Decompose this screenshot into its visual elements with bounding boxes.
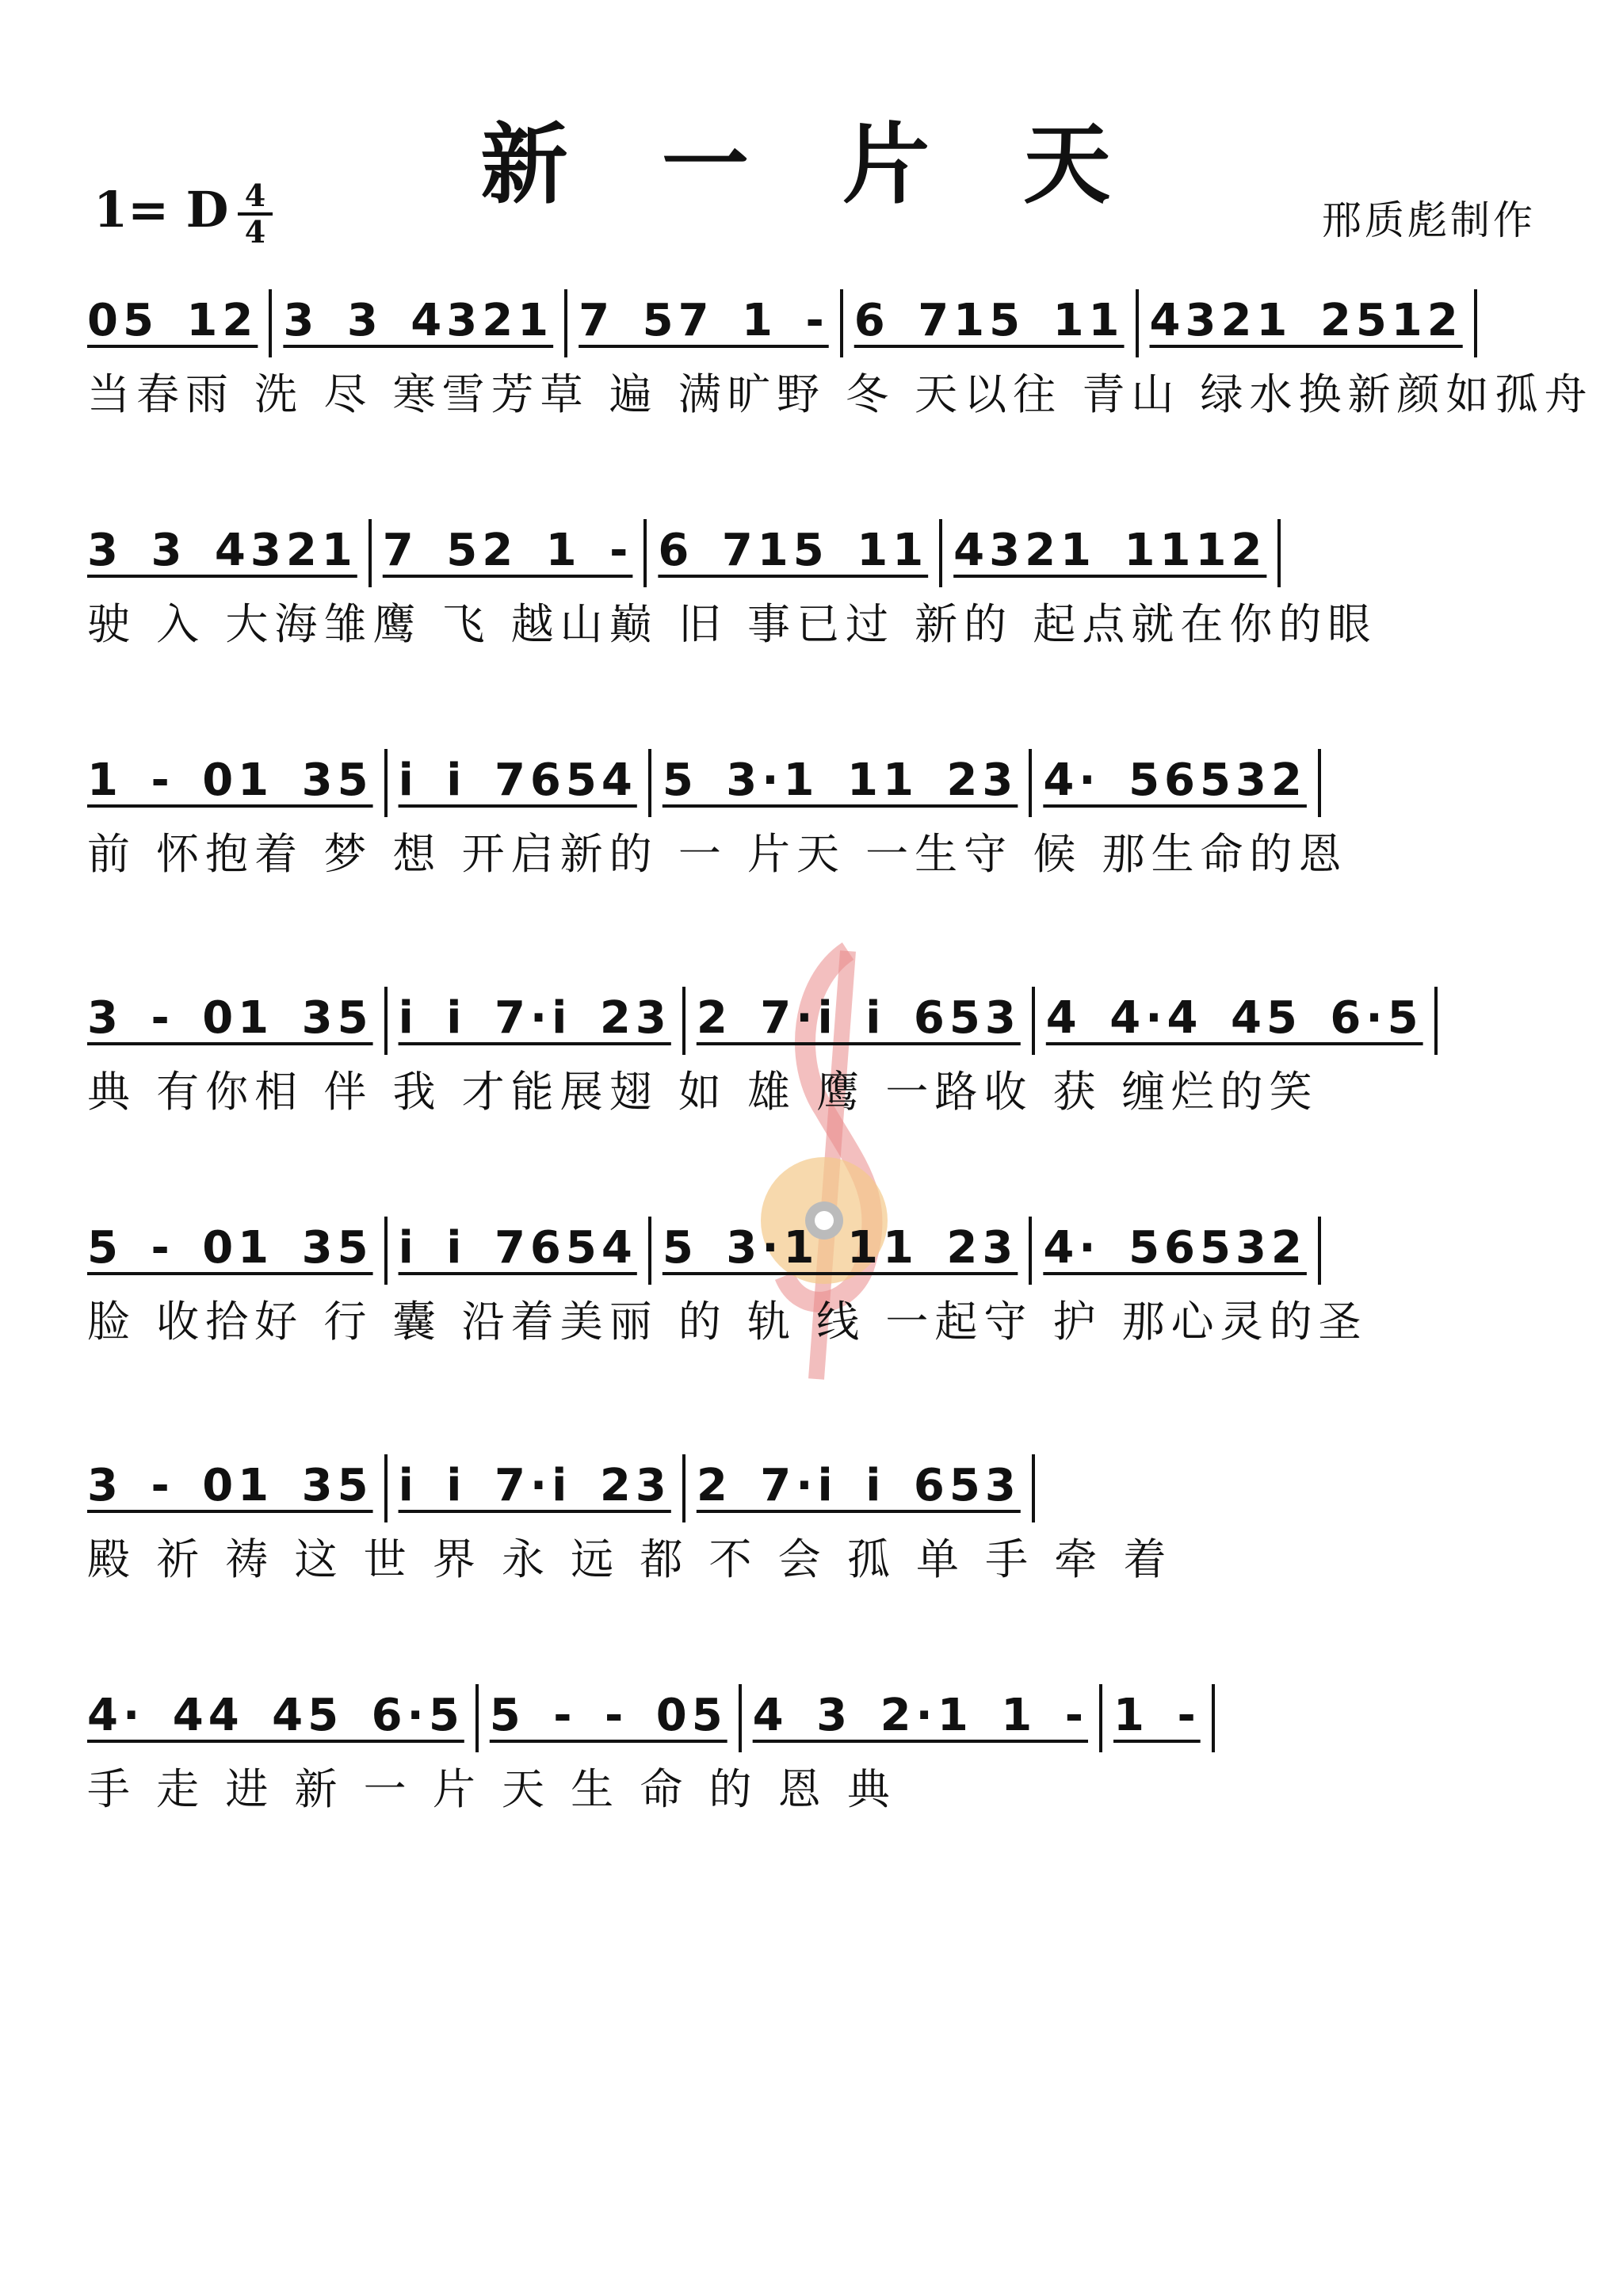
measure: 4· 44 45 6·5 xyxy=(87,1690,464,1741)
barline xyxy=(739,1684,742,1752)
measure: 5 - 01 35 xyxy=(87,1222,373,1274)
score-row xyxy=(87,745,1537,886)
score-row xyxy=(87,515,1537,656)
lyric-line: 前 怀抱着 梦 想 开启新的 一 片天 一生守 候 那生命的恩 xyxy=(87,829,1348,879)
measure: 4321 1112 xyxy=(953,525,1267,576)
barline xyxy=(648,749,651,817)
measure: 5 3·1 11 23 xyxy=(662,755,1018,806)
measure: 4321 2512 xyxy=(1149,295,1463,346)
song-title: 新 一 片 天 xyxy=(480,113,1143,216)
barline xyxy=(682,987,685,1055)
barline xyxy=(475,1684,479,1752)
measure: 3 - 01 35 xyxy=(87,992,373,1044)
score-row xyxy=(87,983,1537,1124)
measure: i i 7·i 23 xyxy=(398,1460,671,1511)
barline xyxy=(1318,1217,1321,1285)
note-line xyxy=(87,983,1537,1054)
barline xyxy=(384,987,388,1055)
score-row xyxy=(87,285,1594,426)
measure: 5 3·1 11 23 xyxy=(662,1222,1018,1274)
barline xyxy=(1277,519,1281,587)
barline xyxy=(1099,1684,1102,1752)
barline xyxy=(1212,1684,1215,1752)
score-row xyxy=(87,1213,1537,1354)
meter-top: 4 xyxy=(244,178,266,213)
measure: i i 7·i 23 xyxy=(398,992,671,1044)
author: 邢质彪制作 xyxy=(1322,197,1536,243)
measure: i i 7654 xyxy=(398,1222,637,1274)
barline xyxy=(1032,987,1035,1055)
score-row xyxy=(87,1450,1537,1591)
measure: 7 52 1 - xyxy=(382,525,633,576)
barline xyxy=(682,1454,685,1522)
barline xyxy=(643,519,647,587)
note-line xyxy=(87,745,1537,816)
barline xyxy=(564,289,567,357)
measure: 05 12 xyxy=(87,295,258,346)
barline xyxy=(1032,1454,1035,1522)
note-line xyxy=(87,1450,1537,1522)
measure: 4 4·4 45 6·5 xyxy=(1045,992,1423,1044)
measure: 2 7·i i 653 xyxy=(696,1460,1021,1511)
key-signature: 1= D xyxy=(94,181,229,239)
barline xyxy=(384,749,388,817)
barline xyxy=(269,289,272,357)
measure: 2 7·i i 653 xyxy=(696,992,1021,1044)
note-line xyxy=(87,1213,1537,1284)
time-signature xyxy=(238,178,273,250)
barline xyxy=(384,1217,388,1285)
barline xyxy=(840,289,843,357)
measure: 3 3 4321 xyxy=(87,525,357,576)
measure: 3 - 01 35 xyxy=(87,1460,373,1511)
measure: i i 7654 xyxy=(398,755,637,806)
measure: 6 715 11 xyxy=(854,295,1125,346)
lyric-line: 脸 收拾好 行 囊 沿着美丽 的 轨 线 一起守 护 那心灵的圣 xyxy=(87,1297,1368,1347)
measure: 7 57 1 - xyxy=(579,295,829,346)
measure: 1 - xyxy=(1113,1690,1201,1741)
barline xyxy=(1136,289,1139,357)
barline xyxy=(369,519,372,587)
lyric-line: 典 有你相 伴 我 才能展翅 如 雄 鹰 一路收 获 缠烂的笑 xyxy=(87,1067,1319,1117)
measure: 3 3 4321 xyxy=(283,295,554,346)
measure: 5 - - 05 xyxy=(489,1690,727,1741)
barline xyxy=(1318,749,1321,817)
lyric-line: 殿 祈 祷 这 世 界 永 远 都 不 会 孤 单 手 牵 着 xyxy=(87,1534,1173,1584)
score-row xyxy=(87,1680,1537,1821)
barline xyxy=(1434,987,1438,1055)
barline xyxy=(1474,289,1477,357)
measure: 4· 56532 xyxy=(1043,1222,1307,1274)
note-line xyxy=(87,515,1537,586)
note-line xyxy=(87,1680,1537,1752)
note-line xyxy=(87,285,1537,357)
lyric-line: 驶 入 大海雏鹰 飞 越山巅 旧 事已过 新的 起点就在你的眼 xyxy=(87,599,1377,649)
measure: 1 - 01 35 xyxy=(87,755,373,806)
measure: 4· 56532 xyxy=(1043,755,1307,806)
meter-bottom: 4 xyxy=(244,214,266,250)
lyric-line: 手 走 进 新 一 片 天 生 命 的 恩 典 xyxy=(87,1764,896,1814)
barline xyxy=(648,1217,651,1285)
measure: 6 715 11 xyxy=(658,525,929,576)
barline xyxy=(939,519,942,587)
measure: 4 3 2·1 1 - xyxy=(752,1690,1088,1741)
lyric-line: 当春雨 洗 尽 寒雪芳草 遍 满旷野 冬 天以往 青山 绿水换新颜如孤舟 xyxy=(87,369,1594,419)
barline xyxy=(384,1454,388,1522)
barline xyxy=(1029,749,1032,817)
barline xyxy=(1029,1217,1032,1285)
